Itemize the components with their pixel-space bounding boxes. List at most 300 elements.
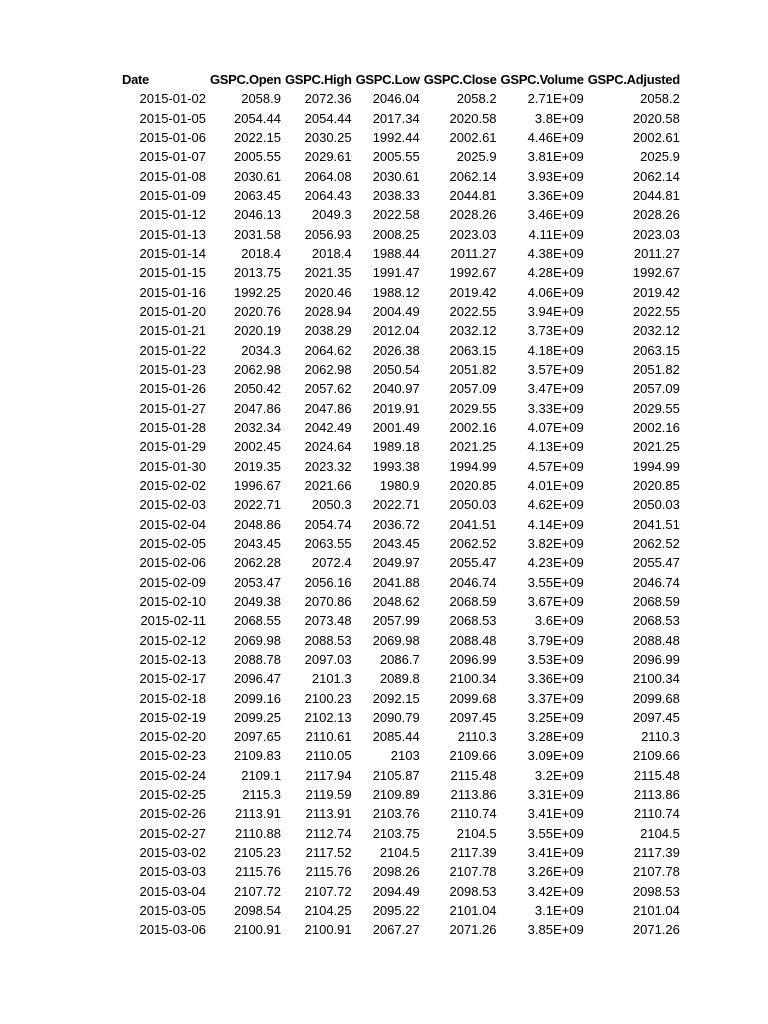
table-cell[interactable]: 2015-02-12 (139, 632, 206, 648)
table-cell[interactable]: 2015-02-05 (139, 535, 206, 551)
table-cell[interactable]: 2099.16 (233, 690, 281, 706)
table-cell[interactable]: 2103.75 (372, 825, 420, 841)
table-cell[interactable]: 2005.55 (372, 149, 420, 165)
table-cell[interactable]: 2054.74 (304, 516, 352, 532)
table-cell[interactable]: 2057.09 (632, 381, 680, 397)
table-cell[interactable]: 2015-02-17 (139, 671, 206, 687)
table-cell[interactable]: 2051.82 (632, 361, 680, 377)
column-header[interactable]: GSPC.Volume (500, 72, 584, 87)
table-cell[interactable]: 2109.1 (241, 767, 281, 783)
table-cell[interactable]: 2086.7 (379, 651, 420, 667)
table-cell[interactable]: 1988.44 (372, 245, 420, 261)
table-cell[interactable]: 2072.36 (304, 91, 352, 107)
table-cell[interactable]: 2089.8 (379, 671, 420, 687)
table-cell[interactable]: 1992.67 (632, 265, 680, 281)
table-cell[interactable]: 2022.55 (632, 303, 680, 319)
table-cell[interactable]: 2022.58 (372, 207, 420, 223)
table-cell[interactable]: 2056.16 (304, 574, 352, 590)
table-cell[interactable]: 2064.62 (304, 342, 352, 358)
table-cell[interactable]: 2088.53 (304, 632, 352, 648)
table-cell[interactable]: 2069.98 (233, 632, 281, 648)
table-cell[interactable]: 2015-02-03 (139, 497, 206, 513)
table-cell[interactable]: 1992.25 (233, 284, 281, 300)
table-cell[interactable]: 2030.61 (233, 168, 281, 184)
table-cell[interactable]: 2028.26 (632, 207, 680, 223)
table-cell[interactable]: 2041.88 (372, 574, 420, 590)
table-cell[interactable]: 3.25E+09 (527, 709, 584, 725)
table-cell[interactable]: 2041.51 (632, 516, 680, 532)
table-cell[interactable]: 2028.26 (449, 207, 497, 223)
table-cell[interactable]: 2019.35 (233, 458, 281, 474)
table-cell[interactable]: 3.53E+09 (527, 651, 584, 667)
table-cell[interactable]: 1988.12 (372, 284, 420, 300)
table-cell[interactable]: 2101.04 (632, 903, 680, 919)
table-cell[interactable]: 2062.28 (233, 555, 281, 571)
table-cell[interactable]: 2055.47 (632, 555, 680, 571)
table-cell[interactable]: 2013.75 (233, 265, 281, 281)
table-cell[interactable]: 2031.58 (233, 226, 281, 242)
table-cell[interactable]: 3.81E+09 (527, 149, 584, 165)
table-cell[interactable]: 2002.61 (449, 129, 497, 145)
table-cell[interactable]: 2107.78 (632, 864, 680, 880)
table-cell[interactable]: 2038.29 (304, 323, 352, 339)
table-cell[interactable]: 2115.3 (242, 787, 281, 803)
table-cell[interactable]: 2047.86 (304, 400, 352, 416)
table-cell[interactable]: 2038.33 (372, 187, 420, 203)
table-cell[interactable]: 2117.52 (305, 845, 352, 861)
table-cell[interactable]: 2040.97 (372, 381, 420, 397)
table-cell[interactable]: 2021.66 (304, 477, 352, 493)
table-cell[interactable]: 2020.76 (233, 303, 281, 319)
table-cell[interactable]: 2015-01-20 (139, 303, 206, 319)
table-cell[interactable]: 2020.85 (632, 477, 680, 493)
table-cell[interactable]: 2015-01-09 (139, 187, 206, 203)
table-cell[interactable]: 2036.72 (372, 516, 420, 532)
table-cell[interactable]: 2115.76 (305, 864, 352, 880)
table-cell[interactable]: 2105.23 (233, 845, 281, 861)
table-cell[interactable]: 2057.99 (372, 613, 420, 629)
table-cell[interactable]: 2069.98 (372, 632, 420, 648)
table-cell[interactable]: 1994.99 (632, 458, 680, 474)
table-cell[interactable]: 2062.98 (304, 361, 352, 377)
table-cell[interactable]: 2048.62 (372, 593, 420, 609)
table-cell[interactable]: 2063.15 (449, 342, 497, 358)
table-cell[interactable]: 4.01E+09 (527, 477, 584, 493)
table-cell[interactable]: 2046.04 (372, 91, 420, 107)
table-cell[interactable]: 2062.52 (632, 535, 680, 551)
table-cell[interactable]: 3.94E+09 (527, 303, 584, 319)
table-cell[interactable]: 2015-03-06 (139, 922, 206, 938)
table-cell[interactable]: 2100.23 (304, 690, 352, 706)
table-cell[interactable]: 2015-03-04 (139, 883, 206, 899)
table-cell[interactable]: 2068.53 (449, 613, 497, 629)
table-cell[interactable]: 2015-02-20 (139, 729, 206, 745)
table-cell[interactable]: 2115.48 (450, 767, 497, 783)
table-cell[interactable]: 2109.83 (233, 748, 281, 764)
table-cell[interactable]: 2062.98 (233, 361, 281, 377)
table-cell[interactable]: 2051.82 (449, 361, 497, 377)
table-cell[interactable]: 2088.78 (233, 651, 281, 667)
table-cell[interactable]: 2058.9 (241, 91, 281, 107)
table-cell[interactable]: 2015-01-22 (139, 342, 206, 358)
table-cell[interactable]: 2015-01-14 (139, 245, 206, 261)
table-cell[interactable]: 2101.04 (449, 903, 497, 919)
table-cell[interactable]: 2063.45 (233, 187, 281, 203)
table-cell[interactable]: 2110.74 (633, 806, 680, 822)
table-cell[interactable]: 2015-02-18 (139, 690, 206, 706)
table-cell[interactable]: 2020.85 (449, 477, 497, 493)
table-cell[interactable]: 2029.55 (632, 400, 680, 416)
table-cell[interactable]: 4.07E+09 (527, 419, 584, 435)
table-cell[interactable]: 2032.34 (233, 419, 281, 435)
table-cell[interactable]: 2098.53 (449, 883, 497, 899)
table-cell[interactable]: 2015-01-16 (139, 284, 206, 300)
table-cell[interactable]: 2047.86 (233, 400, 281, 416)
table-cell[interactable]: 2115.48 (633, 767, 680, 783)
table-cell[interactable]: 2095.22 (372, 903, 420, 919)
table-cell[interactable]: 2062.52 (449, 535, 497, 551)
table-cell[interactable]: 2015-01-30 (139, 458, 206, 474)
table-cell[interactable]: 2015-01-29 (139, 439, 206, 455)
table-cell[interactable]: 2072.4 (311, 555, 352, 571)
table-cell[interactable]: 2113.91 (305, 806, 352, 822)
table-cell[interactable]: 2110.3 (641, 729, 680, 745)
table-cell[interactable]: 4.14E+09 (527, 516, 584, 532)
table-cell[interactable]: 2015-02-13 (139, 651, 206, 667)
table-cell[interactable]: 2097.45 (449, 709, 497, 725)
table-cell[interactable]: 3.41E+09 (527, 806, 584, 822)
table-cell[interactable]: 3.2E+09 (534, 767, 584, 783)
table-cell[interactable]: 3.28E+09 (527, 729, 584, 745)
table-cell[interactable]: 2046.74 (449, 574, 497, 590)
table-cell[interactable]: 2073.48 (304, 613, 352, 629)
table-cell[interactable]: 2020.46 (304, 284, 352, 300)
table-cell[interactable]: 2005.55 (233, 149, 281, 165)
table-cell[interactable]: 2015-02-24 (139, 767, 206, 783)
table-cell[interactable]: 3.42E+09 (527, 883, 584, 899)
table-cell[interactable]: 3.09E+09 (527, 748, 584, 764)
table-cell[interactable]: 2048.86 (233, 516, 281, 532)
table-cell[interactable]: 2098.26 (372, 864, 420, 880)
table-cell[interactable]: 2017.34 (372, 110, 420, 126)
table-cell[interactable]: 1993.38 (372, 458, 420, 474)
table-cell[interactable]: 2070.86 (304, 593, 352, 609)
table-cell[interactable]: 2062.14 (449, 168, 497, 184)
table-cell[interactable]: 2011.27 (633, 245, 680, 261)
table-cell[interactable]: 4.57E+09 (527, 458, 584, 474)
table-cell[interactable]: 2098.54 (233, 903, 281, 919)
table-cell[interactable]: 2110.3 (457, 729, 497, 745)
table-cell[interactable]: 4.62E+09 (527, 497, 584, 513)
table-cell[interactable]: 2025.9 (640, 149, 680, 165)
table-cell[interactable]: 2015-01-07 (139, 149, 206, 165)
table-cell[interactable]: 2067.27 (372, 922, 420, 938)
table-cell[interactable]: 2109.66 (449, 748, 497, 764)
table-cell[interactable]: 2115.76 (234, 864, 281, 880)
table-cell[interactable]: 2049.38 (233, 593, 281, 609)
table-cell[interactable]: 2019.42 (449, 284, 497, 300)
table-cell[interactable]: 2085.44 (372, 729, 420, 745)
table-cell[interactable]: 4.23E+09 (527, 555, 584, 571)
table-cell[interactable]: 2021.35 (304, 265, 352, 281)
table-cell[interactable]: 2063.55 (304, 535, 352, 551)
table-cell[interactable]: 2015-01-15 (139, 265, 206, 281)
table-cell[interactable]: 2113.91 (234, 806, 281, 822)
table-cell[interactable]: 2002.16 (449, 419, 497, 435)
table-cell[interactable]: 2064.43 (304, 187, 352, 203)
table-cell[interactable]: 2100.34 (449, 671, 497, 687)
table-cell[interactable]: 3.6E+09 (534, 613, 584, 629)
table-cell[interactable]: 2019.42 (632, 284, 680, 300)
table-cell[interactable]: 2022.71 (233, 497, 281, 513)
table-cell[interactable]: 2015-02-25 (139, 787, 206, 803)
table-cell[interactable]: 2041.51 (449, 516, 497, 532)
table-cell[interactable]: 2054.44 (233, 110, 281, 126)
table-cell[interactable]: 2110.61 (305, 729, 352, 745)
table-cell[interactable]: 1996.67 (233, 477, 281, 493)
table-cell[interactable]: 2015-02-23 (139, 748, 206, 764)
table-cell[interactable]: 2001.49 (372, 419, 420, 435)
table-cell[interactable]: 2022.71 (372, 497, 420, 513)
table-cell[interactable]: 2054.44 (304, 110, 352, 126)
table-cell[interactable]: 2023.03 (632, 226, 680, 242)
table-cell[interactable]: 2088.48 (449, 632, 497, 648)
table-cell[interactable]: 2023.03 (449, 226, 497, 242)
table-cell[interactable]: 2050.3 (311, 497, 352, 513)
table-cell[interactable]: 2.71E+09 (527, 91, 584, 107)
table-cell[interactable]: 2096.99 (449, 651, 497, 667)
table-cell[interactable]: 2015-02-04 (139, 516, 206, 532)
table-cell[interactable]: 2002.61 (632, 129, 680, 145)
table-cell[interactable]: 2023.32 (304, 458, 352, 474)
table-cell[interactable]: 2034.3 (241, 342, 281, 358)
table-cell[interactable]: 2004.49 (372, 303, 420, 319)
table-cell[interactable]: 4.11E+09 (528, 226, 584, 242)
table-cell[interactable]: 4.28E+09 (527, 265, 584, 281)
table-cell[interactable]: 3.41E+09 (527, 845, 584, 861)
table-cell[interactable]: 2105.87 (372, 767, 420, 783)
table-cell[interactable]: 2043.45 (233, 535, 281, 551)
table-cell[interactable]: 2029.55 (449, 400, 497, 416)
table-cell[interactable]: 4.46E+09 (527, 129, 584, 145)
table-cell[interactable]: 2064.08 (304, 168, 352, 184)
table-cell[interactable]: 3.36E+09 (527, 187, 584, 203)
table-cell[interactable]: 2099.68 (632, 690, 680, 706)
table-cell[interactable]: 1991.47 (372, 265, 420, 281)
table-cell[interactable]: 2055.47 (449, 555, 497, 571)
table-cell[interactable]: 3.55E+09 (527, 574, 584, 590)
table-cell[interactable]: 4.06E+09 (527, 284, 584, 300)
table-cell[interactable]: 1989.18 (372, 439, 420, 455)
table-cell[interactable]: 2015-01-02 (139, 91, 206, 107)
table-cell[interactable]: 2019.91 (372, 400, 420, 416)
table-cell[interactable]: 2109.66 (632, 748, 680, 764)
table-cell[interactable]: 2097.03 (304, 651, 352, 667)
table-cell[interactable]: 2097.65 (233, 729, 281, 745)
table-cell[interactable]: 2030.25 (304, 129, 352, 145)
column-header[interactable]: GSPC.High (284, 72, 352, 87)
table-cell[interactable]: 2011.27 (450, 245, 497, 261)
table-cell[interactable]: 2117.94 (305, 767, 352, 783)
table-cell[interactable]: 2107.72 (304, 883, 352, 899)
table-cell[interactable]: 4.13E+09 (527, 439, 584, 455)
table-cell[interactable]: 2100.91 (304, 922, 352, 938)
table-cell[interactable]: 2015-01-05 (139, 110, 206, 126)
table-cell[interactable]: 2049.3 (311, 207, 352, 223)
table-cell[interactable]: 2094.49 (372, 883, 420, 899)
table-cell[interactable]: 2015-02-09 (139, 574, 206, 590)
table-cell[interactable]: 2107.78 (449, 864, 497, 880)
table-cell[interactable]: 3.31E+09 (527, 787, 584, 803)
table-cell[interactable]: 2021.25 (632, 439, 680, 455)
table-cell[interactable]: 2018.4 (311, 245, 352, 261)
table-cell[interactable]: 2096.47 (233, 671, 281, 687)
table-cell[interactable]: 2015-01-13 (139, 226, 206, 242)
table-cell[interactable]: 2117.39 (633, 845, 680, 861)
table-cell[interactable]: 1992.67 (449, 265, 497, 281)
table-cell[interactable]: 2103 (390, 748, 420, 764)
table-cell[interactable]: 1994.99 (449, 458, 497, 474)
table-cell[interactable]: 2044.81 (632, 187, 680, 203)
table-cell[interactable]: 2015-01-21 (139, 323, 206, 339)
table-cell[interactable]: 3.26E+09 (527, 864, 584, 880)
table-cell[interactable]: 2050.42 (233, 381, 281, 397)
table-cell[interactable]: 3.36E+09 (527, 671, 584, 687)
table-cell[interactable]: 2008.25 (372, 226, 420, 242)
table-cell[interactable]: 2046.13 (233, 207, 281, 223)
table-cell[interactable]: 2046.74 (632, 574, 680, 590)
table-cell[interactable]: 2020.58 (632, 110, 680, 126)
table-cell[interactable]: 2102.13 (304, 709, 352, 725)
table-cell[interactable]: 3.8E+09 (534, 110, 584, 126)
table-cell[interactable]: 2103.76 (372, 806, 420, 822)
table-cell[interactable]: 2071.26 (449, 922, 497, 938)
table-cell[interactable]: 2050.03 (632, 497, 680, 513)
table-cell[interactable]: 2042.49 (304, 419, 352, 435)
table-cell[interactable]: 2104.5 (640, 825, 680, 841)
table-cell[interactable]: 2107.72 (233, 883, 281, 899)
table-cell[interactable]: 2090.79 (372, 709, 420, 725)
table-cell[interactable]: 2015-03-02 (139, 845, 206, 861)
table-cell[interactable]: 2025.9 (456, 149, 497, 165)
table-cell[interactable]: 3.46E+09 (527, 207, 584, 223)
table-cell[interactable]: 2109.89 (372, 787, 420, 803)
table-cell[interactable]: 2044.81 (449, 187, 497, 203)
table-cell[interactable]: 2063.15 (632, 342, 680, 358)
table-cell[interactable]: 2068.59 (632, 593, 680, 609)
column-header[interactable]: GSPC.Adjusted (587, 72, 680, 87)
table-cell[interactable]: 2062.14 (632, 168, 680, 184)
table-cell[interactable]: 2024.64 (304, 439, 352, 455)
table-cell[interactable]: 2100.34 (632, 671, 680, 687)
table-cell[interactable]: 2057.62 (304, 381, 352, 397)
table-cell[interactable]: 2058.2 (456, 91, 497, 107)
column-header[interactable]: GSPC.Open (210, 72, 281, 87)
table-cell[interactable]: 2015-01-12 (139, 207, 206, 223)
table-cell[interactable]: 4.38E+09 (527, 245, 584, 261)
table-cell[interactable]: 2110.74 (450, 806, 497, 822)
table-cell[interactable]: 2015-02-11 (140, 613, 206, 629)
column-header[interactable]: GSPC.Close (423, 72, 497, 87)
table-cell[interactable]: 2056.93 (304, 226, 352, 242)
table-cell[interactable]: 2015-01-27 (139, 400, 206, 416)
table-cell[interactable]: 2098.53 (632, 883, 680, 899)
table-cell[interactable]: 2015-02-19 (139, 709, 206, 725)
table-cell[interactable]: 2015-02-06 (139, 555, 206, 571)
table-cell[interactable]: 3.73E+09 (527, 323, 584, 339)
table-cell[interactable]: 2015-01-06 (139, 129, 206, 145)
table-cell[interactable]: 2015-01-26 (139, 381, 206, 397)
table-cell[interactable]: 2020.19 (233, 323, 281, 339)
table-cell[interactable]: 2015-02-27 (139, 825, 206, 841)
table-cell[interactable]: 2110.88 (234, 825, 281, 841)
table-cell[interactable]: 2050.54 (372, 361, 420, 377)
table-cell[interactable]: 2099.68 (449, 690, 497, 706)
table-cell[interactable]: 2015-03-05 (139, 903, 206, 919)
table-cell[interactable]: 3.57E+09 (527, 361, 584, 377)
table-cell[interactable]: 2112.74 (305, 825, 352, 841)
table-cell[interactable]: 2021.25 (449, 439, 497, 455)
table-cell[interactable]: 2049.97 (372, 555, 420, 571)
table-cell[interactable]: 2015-02-10 (139, 593, 206, 609)
table-cell[interactable]: 2032.12 (632, 323, 680, 339)
table-cell[interactable]: 2088.48 (632, 632, 680, 648)
table-cell[interactable]: 2068.55 (233, 613, 281, 629)
table-cell[interactable]: 2002.16 (632, 419, 680, 435)
table-cell[interactable]: 2096.99 (632, 651, 680, 667)
table-cell[interactable]: 2113.86 (633, 787, 680, 803)
table-cell[interactable]: 2030.61 (372, 168, 420, 184)
table-cell[interactable]: 2053.47 (233, 574, 281, 590)
table-cell[interactable]: 3.47E+09 (527, 381, 584, 397)
table-cell[interactable]: 3.33E+09 (527, 400, 584, 416)
table-cell[interactable]: 3.93E+09 (527, 168, 584, 184)
table-cell[interactable]: 2110.05 (305, 748, 352, 764)
table-cell[interactable]: 2026.38 (372, 342, 420, 358)
table-cell[interactable]: 2104.5 (456, 825, 497, 841)
table-cell[interactable]: 2018.4 (241, 245, 281, 261)
table-cell[interactable]: 3.79E+09 (527, 632, 584, 648)
table-cell[interactable]: 2015-03-03 (139, 864, 206, 880)
table-cell[interactable]: 2015-02-02 (139, 477, 206, 493)
column-header[interactable]: GSPC.Low (355, 72, 420, 87)
table-cell[interactable]: 2058.2 (640, 91, 680, 107)
table-cell[interactable]: 1980.9 (379, 477, 420, 493)
table-cell[interactable]: 3.37E+09 (527, 690, 584, 706)
table-cell[interactable]: 2043.45 (372, 535, 420, 551)
column-header[interactable]: Date (122, 72, 149, 87)
table-cell[interactable]: 2002.45 (233, 439, 281, 455)
table-cell[interactable]: 2068.59 (449, 593, 497, 609)
table-cell[interactable]: 2068.53 (632, 613, 680, 629)
table-cell[interactable]: 2104.25 (304, 903, 352, 919)
table-cell[interactable]: 2101.3 (311, 671, 352, 687)
table-cell[interactable]: 2015-02-26 (139, 806, 206, 822)
table-cell[interactable]: 2050.03 (449, 497, 497, 513)
table-cell[interactable]: 3.82E+09 (527, 535, 584, 551)
table-cell[interactable]: 2015-01-08 (139, 168, 206, 184)
table-cell[interactable]: 2022.15 (233, 129, 281, 145)
table-cell[interactable]: 2097.45 (632, 709, 680, 725)
table-cell[interactable]: 2092.15 (372, 690, 420, 706)
table-cell[interactable]: 2015-01-23 (139, 361, 206, 377)
table-cell[interactable]: 1992.44 (372, 129, 420, 145)
table-cell[interactable]: 3.85E+09 (527, 922, 584, 938)
table-cell[interactable]: 2015-01-28 (139, 419, 206, 435)
table-cell[interactable]: 2022.55 (449, 303, 497, 319)
table-cell[interactable]: 2117.39 (450, 845, 497, 861)
table-cell[interactable]: 3.55E+09 (527, 825, 584, 841)
